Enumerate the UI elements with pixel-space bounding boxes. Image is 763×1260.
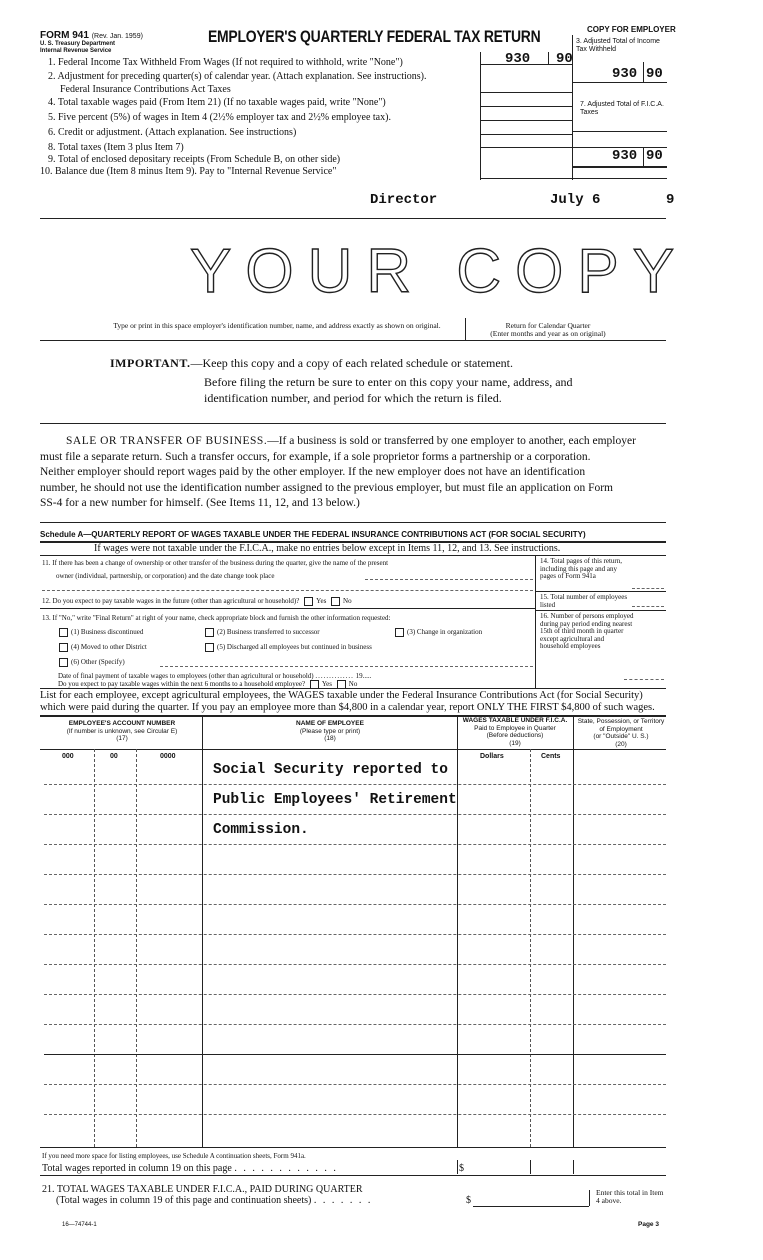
item-3-dollars: 930 (612, 66, 638, 82)
item-21-dollar: $ (466, 1195, 471, 1206)
final-payment-date: Date of final payment of taxable wages to employees (other than agricultural or household) .............. 19..... Do you expect to pay taxable wages within the next 6 months to a household employee? Yes No (58, 672, 372, 689)
total-wages-page: Total wages reported in column 19 on this page . . . . . . . . . . . . (42, 1163, 338, 1174)
acct-part-3: 0000 (160, 753, 176, 760)
employee-entry-3: Commission. (213, 822, 309, 838)
item-1: 1. Federal Income Tax Withheld From Wages (If not required to withhold, write "None") (48, 57, 403, 68)
item-1-dollars: 930 (505, 51, 531, 67)
col-18-header: NAME OF EMPLOYEE (Please type or print) (18) (296, 720, 364, 742)
col-20-header: State, Possession, or Territory of Employment (or "Outside" U. S.) (20) (577, 718, 665, 748)
schedule-a-subtitle: If wages were not taxable under the F.I.C.A., make no entries below except in Items 11, 12, and 13. See instructions. (94, 543, 561, 554)
item-8: 8. Total taxes (Item 3 plus Item 7) (48, 142, 184, 153)
item-3-label: 3. Adjusted Total of Income Tax Withheld (576, 38, 660, 53)
item-13: 13. If "No," write "Final Return" at right of your name, check appropriate block and furnish the other information requested: (42, 614, 391, 622)
agency: U. S. Treasury Department Internal Revenue Service (40, 41, 116, 54)
acct-part-1: 000 (62, 753, 74, 760)
form-title: EMPLOYER'S QUARTERLY FEDERAL TAX RETURN (208, 27, 541, 46)
item-5: 5. Five percent (5%) of wages in Item 4 (2½% employer tax and 2½% employee tax). (48, 112, 391, 123)
employee-entry-2: Public Employees' Retirement (213, 792, 457, 808)
return-for-quarter: Return for Calendar Quarter (Enter months and year as on original) (490, 321, 606, 338)
fica-heading: Federal Insurance Contributions Act Taxes (60, 84, 231, 95)
item-7-label: 7. Adjusted Total of F.I.C.A. Taxes (580, 101, 664, 116)
item-13-option-2[interactable]: (2) Business transferred to successor (202, 628, 320, 637)
signature-title: Director (370, 192, 438, 208)
form-rev: (Rev. Jan. 1959) (91, 33, 143, 40)
total-wages-dollar: $ (459, 1163, 464, 1174)
col-17-header: EMPLOYEE'S ACCOUNT NUMBER (If number is unknown, see Circular E) (17) (66, 720, 178, 742)
item-1-cents: 90 (556, 51, 573, 67)
item-9: 9. Total of enclosed depositary receipts (From Schedule B, on other side) (48, 154, 341, 165)
item-12: 12. Do you expect to pay taxable wages in the future (other than agricultural or household)? Yes No (42, 597, 352, 606)
item-4: 4. Total taxable wages paid (From Item 21) (If no taxable wages paid, write "None") (48, 97, 386, 108)
item-8-dollars: 930 (612, 148, 638, 164)
item-10: 10. Balance due (Item 8 minus Item 9). Pay to "Internal Revenue Service" (40, 166, 337, 177)
id-instruction: Type or print in this space employer's identification number, name, and address exactly as shown on original. (113, 321, 441, 330)
item-6: 6. Credit or adjustment. (Attach explanation. See instructions) (48, 127, 297, 138)
item-13-option-4[interactable]: (4) Moved to other District (56, 643, 147, 652)
form-code: 16—74744-1 (62, 1222, 97, 1228)
important-line-3: identification number, and period for which the return is filed. (204, 391, 502, 405)
item-13-option-6[interactable]: (6) Other (Specify) (56, 658, 125, 667)
item-21: 21. TOTAL WAGES TAXABLE UNDER F.I.C.A., PAID DURING QUARTER (Total wages in column 19 of this page and continuation sheets) . . . . . . . (42, 1184, 373, 1206)
copy-label: COPY FOR EMPLOYER (587, 25, 676, 34)
item-8-cents: 90 (646, 148, 663, 164)
item-13-option-3[interactable]: (3) Change in organization (392, 628, 482, 637)
item-16: 16. Number of persons employed during pay period ending nearest 15th of third month in quarter except agricultural and household employees (540, 612, 634, 651)
more-space-note: If you need more space for listing employees, use Schedule A continuation sheets, Form 941a. (42, 1152, 306, 1160)
sale-transfer-paragraph: SALE OR TRANSFER OF BUSINESS.—If a business is sold or transferred by one employer to another, each employer must file a separate return. Such a transfer occurs, for example, if a sole proprietor forms a partnership or a corporation. Neither employer should report wages paid by the other employer. If the new employer does not have an identification number, he should not use the identification number assigned to the previous employer, but must file an application on Form SS-4 for a new number for himself. (See Items 11, 12, and 13 below.) (40, 435, 636, 509)
important-note: IMPORTANT.—Keep this copy and a copy of each related schedule or statement. (110, 356, 514, 370)
item-15: 15. Total number of employees listed (540, 593, 628, 609)
item-11: 11. If there has been a change of ownership or other transfer of the business during the quarter, give the name of the present owner (individual, partnership, or corporation) and the date change took place (42, 559, 389, 580)
your-copy-banner: YOUR COPY (190, 237, 689, 306)
enter-in-item-4: Enter this total in Item 4 above. (596, 1188, 664, 1205)
cents-label: Cents (541, 753, 561, 760)
signature-year: 9 (666, 192, 675, 208)
item-12-yes-checkbox[interactable] (304, 597, 313, 606)
schedule-a-title: Schedule A—QUARTERLY REPORT OF WAGES TAXABLE UNDER THE FEDERAL INSURANCE CONTRIBUTIONS ACT (FOR SOCIAL SECURITY) (40, 530, 586, 539)
item-13-option-5[interactable]: (5) Discharged all employees but continued in business (202, 643, 372, 652)
item-12-no-checkbox[interactable] (331, 597, 340, 606)
item-3-cents: 90 (646, 66, 663, 82)
list-instruction: List for each employee, except agricultural employees, the WAGES taxable under the Federal Insurance Contributions Act (for Social Security) which were paid during the quarter. If you pay an employee more than $4,800 in a calendar year, report ONLY THE FIRST $4,800 of such wages. (40, 690, 655, 713)
acct-part-2: 00 (110, 753, 118, 760)
dollars-label: Dollars (480, 753, 504, 760)
page-number: Page 3 (638, 1221, 659, 1228)
employee-entry-1: Social Security reported to (213, 762, 448, 778)
item-14: 14. Total pages of this return, including this page and any pages of Form 941a (540, 557, 623, 580)
item-13-option-1[interactable]: (1) Business discontinued (56, 628, 143, 637)
important-line-2: Before filing the return be sure to enter on this copy your name, address, and (204, 375, 573, 389)
signature-date: July 6 (550, 192, 601, 208)
form-number: FORM 941 (Rev. Jan. 1959) (40, 30, 143, 41)
item-2: 2. Adjustment for preceding quarter(s) of calendar year. (Attach explanation. See instructions). (48, 71, 427, 82)
col-19-header: WAGES TAXABLE UNDER F.I.C.A. Paid to Employee in Quarter (Before deductions) (19) (462, 717, 568, 747)
